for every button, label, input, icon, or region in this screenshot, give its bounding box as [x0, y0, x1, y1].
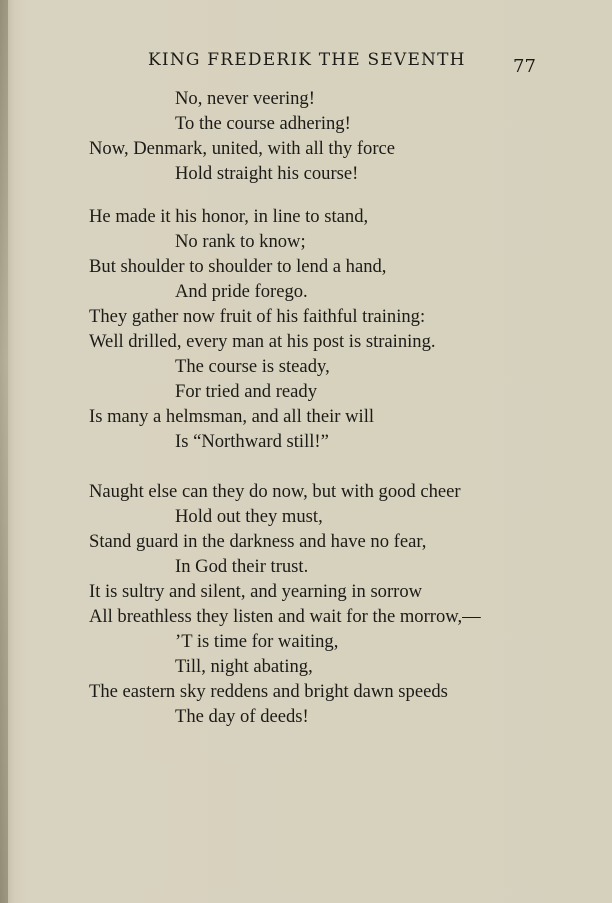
poem-line: Hold straight his course! — [175, 163, 359, 184]
poem-line: They gather now fruit of his faithful training: — [89, 306, 426, 327]
poem-line: But shoulder to shoulder to lend a hand, — [89, 256, 387, 277]
poem-line: Is “Northward still!” — [175, 431, 329, 452]
poem-line: And pride forego. — [175, 281, 308, 302]
poem-line: Well drilled, every man at his post is straining. — [89, 331, 436, 352]
poem-line: It is sultry and silent, and yearning in sorrow — [89, 581, 423, 602]
poem-line: The day of deeds! — [175, 706, 309, 727]
poem-line: Till, night abating, — [175, 656, 313, 677]
poem-line: Stand guard in the darkness and have no fear, — [89, 531, 427, 552]
poem-line: In God their trust. — [175, 556, 309, 577]
poem-line: For tried and ready — [175, 381, 317, 402]
poem-line: All breathless they listen and wait for the morrow,— — [89, 606, 481, 627]
poem-line: No, never veering! — [175, 88, 315, 109]
poem-line: Is many a helmsman, and all their will — [89, 406, 375, 427]
page-gutter-shadow — [0, 0, 8, 903]
poem-line: ’T is time for waiting, — [175, 631, 339, 652]
poem-line: To the course adhering! — [175, 113, 351, 134]
poem-line: The course is steady, — [175, 356, 330, 377]
poem-line: Now, Denmark, united, with all thy force — [89, 138, 396, 159]
running-head: KING FREDERIK THE SEVENTH — [148, 50, 466, 70]
poem-line: No rank to know; — [175, 231, 306, 252]
poem-line: He made it his honor, in line to stand, — [89, 206, 369, 227]
poem-line: Naught else can they do now, but with good cheer — [89, 481, 461, 502]
page-number: 77 — [513, 56, 536, 77]
poem-line: The eastern sky reddens and bright dawn speeds — [89, 681, 448, 702]
page-header — [0, 50, 612, 80]
poem-line: Hold out they must, — [175, 506, 323, 527]
